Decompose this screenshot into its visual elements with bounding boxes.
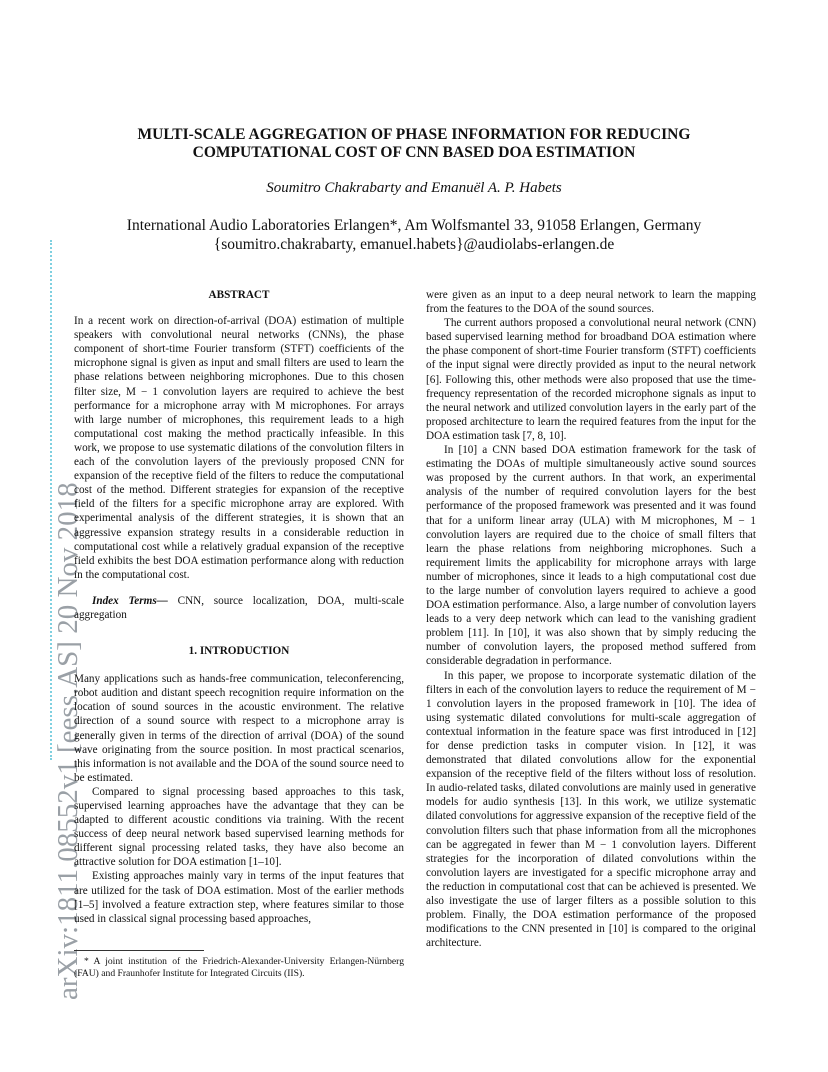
right-paragraph-1: were given as an input to a deep neural network to learn the mapping from the features to the DOA of the sound sources. [426, 289, 756, 316]
arxiv-margin [12, 240, 84, 1000]
left-column [74, 288, 404, 926]
right-paragraph-3: In [10] a CNN based DOA estimation framework for the task of estimating the DOAs of multiple simultaneously active sound sources was proposed by the current authors. In that work, an experimental analysis of the number of required convolution layers for the best performance of the proposed framework was presented and it was found that for a uniform linear array (ULA) with M microphones, M − 1 convolution layers are required due to the choice of small filters that learn the phase relations from neighboring microphones. Such a requirement limits the applicability for microphone arrays with large number of microphones, since it leads to a high computational cost due to the large number of convolution layers required to achieve a good DOA estimation performance. Also, a large number of convolution layers leads to a very deep network which can lead to the vanishing gradient problem [11]. In [10], it was also shown that by simply reducing the number of convolution layers, the proposed method suffered from considerable degradation in performance. [426, 444, 756, 668]
arxiv-stamp: arXiv:1811.08552v1 [eess.AS] 20 Nov 2018 [52, 482, 84, 1000]
index-terms [74, 594, 404, 622]
index-terms-label: Index Terms— [92, 594, 168, 607]
author-list: Soumitro Chakrabarty and Emanuël A. P. Habets [266, 180, 562, 196]
abstract-heading: ABSTRACT [208, 289, 270, 301]
footnote-text: * A joint institution of the Friedrich-Alexander-University Erlangen-Nürnberg (FAU) and Fraunhofer Institute for Integrated Circuits (IIS). [74, 956, 404, 979]
intro-paragraph-3: Existing approaches mainly vary in terms of the input features that are utilized for the task of DOA estimation. Most of the earlier methods [1–5] involved a feature extraction step, where features similar to those used in classical signal processing based approaches, [74, 870, 404, 925]
footnote [74, 950, 404, 980]
title-line-2: COMPUTATIONAL COST OF CNN BASED DOA ESTIMATION [192, 144, 636, 161]
abstract-body: In a recent work on direction-of-arrival (DOA) estimation of multiple speakers with convolutional neural networks (CNNs), the phase component of short-time Fourier transform (STFT) coefficients of the microphone signal is given as input and small filters are used to learn the phase relations between neighboring microphones. Due to this chosen filter size, M − 1 convolution layers are required to achieve the best performance for a microphone array with M microphones. For arrays with large number of microphones, this requirement leads to a high computational cost making the method practically infeasible. In this work, we propose to use systematic dilations of the convolution filters in each of the convolution layers of the previously proposed CNN for expansion of the receptive field of the filters to reduce the computational cost of the method. Different strategies for expansion of the receptive field of the filters for a specific microphone array are explored. With experimental analysis of the different strategies, it is shown that an aggressive expansion strategy results in a considerable reduction in computational cost while a relatively gradual expansion of the receptive field exhibits the best DOA estimation performance along with reduction in the computational cost. [74, 315, 404, 581]
index-terms-text: CNN, source localization, DOA, multi-scale aggregation [74, 594, 404, 621]
footnote-rule [74, 950, 204, 951]
paper-title [70, 126, 758, 162]
title-line-1: MULTI-SCALE AGGREGATION OF PHASE INFORMATION FOR REDUCING [137, 126, 691, 143]
affiliation-address: International Audio Laboratories Erlangen*, Am Wolfsmantel 33, 91058 Erlangen, Germany [126, 217, 702, 234]
intro-paragraph-1: Many applications such as hands-free communication, teleconferencing, robot audition and distant speech recognition require information on the location of sound sources in the acoustic environment. The relative direction of a sound source with respect to a microphone array is generally given in terms of the direction of arrival (DOA) of the sound wave originating from the source position. In most practical scenarios, this information is not available and the DOA of the sound source need to be estimated. [74, 673, 404, 784]
right-paragraph-2: The current authors proposed a convolutional neural network (CNN) based supervised learning method for broadband DOA estimation where the phase component of short-time Fourier transform (STFT) coefficients of the input signal were directly provided as input to the neural network [6]. Following this, other methods were also proposed that use the time-frequency representation of the recorded microphone signals as input to the neural network and utilized convolution layers in the early part of the proposed architecture to learn the required features from the input for the DOA estimation task [7, 8, 10]. [426, 317, 756, 442]
right-paragraph-4: In this paper, we propose to incorporate systematic dilation of the filters in each of the convolution layers to reduce the requirement of M − 1 convolution layers in the proposed framework in [10]. The idea of using systematic dilated convolutions for multi-scale aggregation of contextual information in the feature space was first introduced in [12] for dense prediction tasks in computer vision. In [12], it was demonstrated that dilated convolutions allow for the exponential expansion of the receptive field of the filters without loss of resolution. In audio-related tasks, dilated convolutions are mainly used in generative models for audio synthesis [13]. In this work, we utilize systematic dilated convolutions for aggressive expansion of the receptive field of the convolution filters such that phase information from all the microphones can be aggregated in fewer than M − 1 convolution layers. Different strategies for the incorporation of dilated convolutions within the convolution layers are investigated for a specific microphone array and the reduction in computational cost that can be achieved is presented. We also investigate the use of larger filters as a possible solution to this problem. Finally, the DOA estimation performance of the proposed modifications to the CNN presented in [10] is compared to the original architecture. [426, 669, 756, 950]
affiliation-emails: {soumitro.chakrabarty, emanuel.habets}@audiolabs-erlangen.de [213, 236, 615, 253]
intro-paragraph-2: Compared to signal processing based approaches to this task, supervised learning approaches have the advantage that they can be adapted to different acoustic conditions via training. With the recent success of deep neural network based supervised learning methods for different signal processing related tasks, they have also become an attractive solution for DOA estimation [1–10]. [74, 785, 404, 869]
right-column [426, 288, 756, 950]
affiliation [70, 216, 758, 254]
introduction-heading: 1. INTRODUCTION [188, 645, 290, 658]
